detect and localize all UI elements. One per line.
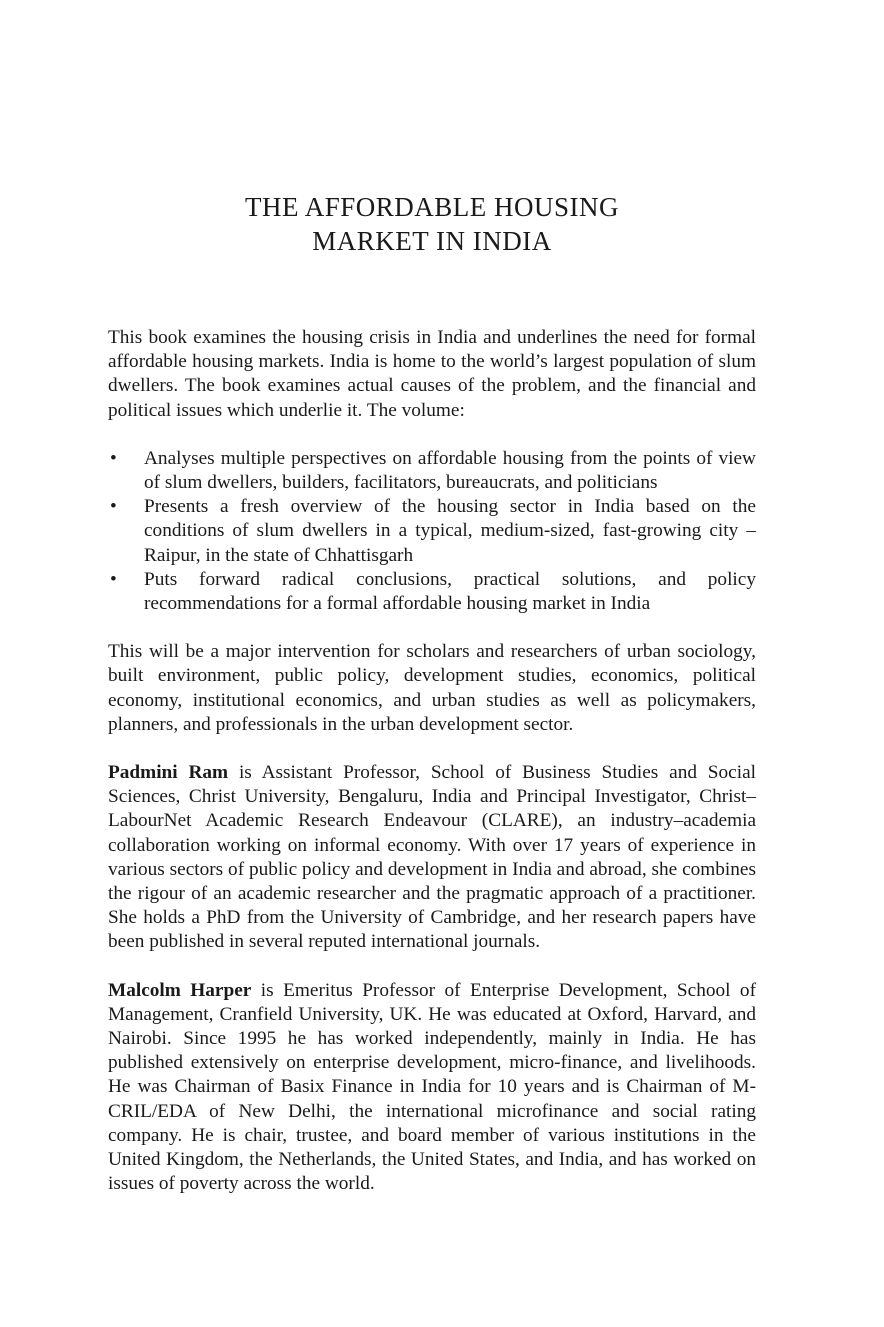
bullet-marker: • [110, 568, 117, 590]
author-bio-padmini-ram [108, 761, 756, 955]
bullet-marker: • [110, 447, 117, 469]
list-item [108, 447, 756, 495]
author-name: Padmini Ram [108, 762, 229, 784]
author-bio-text: is Assistant Professor, School of Business Studies and Social Sciences, Christ University, Bengaluru, India and Principal Investigator, Christ–LabourNet Academic Research Endeavour (CLARE), an industry–academia collaboration working on informal economy. With over 17 years of experience in various sectors of public policy and development in India and abroad, she combines the rigour of an academic researcher and the pragmatic approach of a practitioner. She holds a PhD from the University of Cambridge, and her research papers have been published in several reputed international journals. [108, 762, 757, 953]
book-title [108, 190, 756, 258]
list-item [108, 568, 756, 616]
intro-paragraph: This book examines the housing crisis in India and underlines the need for formal affordable housing markets. India is home to the world’s largest population of slum dwellers. The book examines actual causes of the problem, and the financial and political issues which underlie it. The volume: [108, 327, 756, 421]
book-title-line-2: MARKET IN INDIA [312, 226, 552, 256]
audience-paragraph: This will be a major intervention for scholars and researchers of urban sociology, built environment, public policy, development studies, economics, political economy, institutional economics, and urban studies as well as policymakers, planners, and professionals in the urban development sector. [108, 641, 756, 735]
bullet-marker: • [110, 496, 117, 518]
book-title-line-1: THE AFFORDABLE HOUSING [244, 192, 620, 222]
author-name: Malcolm Harper [108, 979, 252, 1001]
list-item-text: Puts forward radical conclusions, practical solutions, and policy recommendations for a formal affordable housing market in India [144, 568, 756, 615]
author-bio-malcolm-harper [108, 979, 756, 1197]
list-item [108, 495, 756, 568]
list-item-text: Analyses multiple perspectives on affordable housing from the points of view of slum dwellers, builders, facilitators, bureaucrats, and politicians [144, 447, 756, 494]
book-blurb-page [108, 190, 756, 1221]
feature-list [108, 447, 756, 616]
author-bio-text: is Emeritus Professor of Enterprise Development, School of Management, Cranfield University, UK. He was educated at Oxford, Harvard, and Nairobi. Since 1995 he has worked independently, mainly in India. He has published extensively on enterprise development, micro-finance, and livelihoods. He was Chairman of Basix Finance in India for 10 years and is Chairman of M-CRIL/EDA of New Delhi, the international microfinance and social rating company. He is chair, trustee, and board member of various institutions in the United Kingdom, the Netherlands, the United States, and India, and has worked on issues of poverty across the world. [108, 979, 756, 1195]
list-item-text: Presents a fresh overview of the housing sector in India based on the conditions of slum dwellers in a typical, medium-sized, fast-growing city – Raipur, in the state of Chhattisgarh [144, 496, 756, 566]
